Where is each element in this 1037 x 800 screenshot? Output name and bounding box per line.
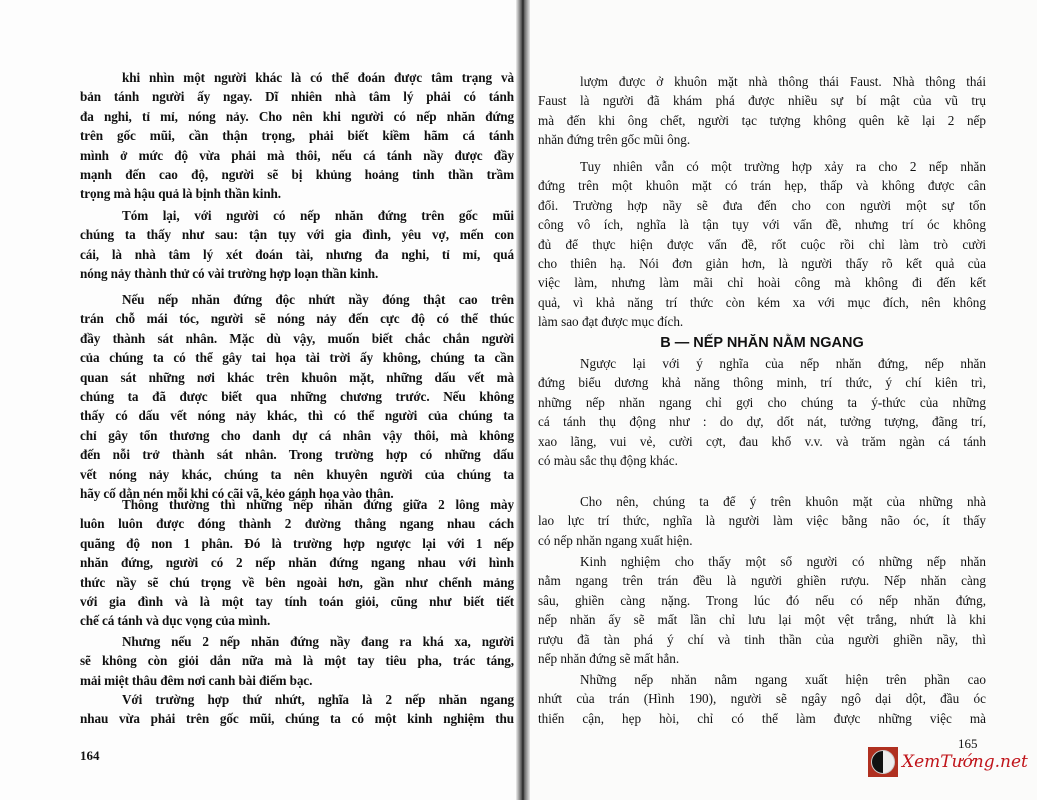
text-line: quan sát những nơi khác trên khuôn mặt, những dấu vết mà xyxy=(80,369,514,385)
paragraph xyxy=(538,670,986,728)
text-line: vết nóng nảy khác, chúng ta nên khuyên người của chúng ta xyxy=(80,466,514,482)
text-line: chỉ gây tổn thương cho danh dự cá nhân vậy thôi, mà không xyxy=(80,427,514,443)
text-line: lao lực trí thức, nghĩa là người làm việc bằng não óc, ít thấy xyxy=(538,513,986,529)
paragraph xyxy=(538,72,986,150)
text-line: của chúng ta có thể gây tai họa tài trời ấy không, chúng ta cần xyxy=(80,350,514,366)
paragraph xyxy=(538,354,986,470)
text-line: quãng độ non 1 phân. Đó là trường hợp ngược lại với 1 nếp xyxy=(80,535,514,551)
text-line: cho thiên hạ. Nói đơn giản hơn, là người thấy rõ kết quả của xyxy=(538,256,986,272)
text-line: chúng ta thấy như sau: tận tụy với gia đình, yêu vợ, mến con xyxy=(80,227,514,243)
text-line: Thông thường thì những nếp nhăn đứng giữa 2 lông mày xyxy=(122,497,514,512)
page-number-right: 165 xyxy=(958,736,978,751)
text-line: nếp nhăn ấy sẽ mất lần chỉ lưu lại một vệt trắng, nhứt là khi xyxy=(538,612,986,628)
paragraph xyxy=(80,632,514,690)
text-line: chúng ta đã được biết qua những chương trước. Nếu không xyxy=(80,389,514,405)
text-line: đứng biểu dương khả năng thông minh, trí thức, ý chí kiên trì, xyxy=(538,375,986,391)
yin-yang-icon xyxy=(868,747,898,777)
text-line: đa nghi, tỉ mỉ, nóng nảy. Cho nên khi người có nếp nhăn đứng xyxy=(80,108,514,124)
text-line: Với trường hợp thứ nhứt, nghĩa là 2 nếp nhăn ngang xyxy=(122,692,514,707)
text-line: có nếp nhăn ngang xuất hiện. xyxy=(538,532,693,548)
text-line: hãy cố dằn nén mỗi khi có cãi vã, kẻo gánh họa vào thân. xyxy=(80,486,394,502)
text-line: sẽ không còn giỏi dắn nữa mà là một tay tiêu pha, trác táng, xyxy=(80,653,514,669)
text-line: mải miệt thâu đêm nơi canh bài điếm bạc. xyxy=(80,672,313,688)
text-line: đứng trên một khuôn mặt có trán hẹp, thấp và không được cân xyxy=(538,178,986,194)
paragraph xyxy=(80,690,514,729)
text-line: nhăn đứng trên gốc mũi ông. xyxy=(538,132,691,148)
paragraph xyxy=(80,290,514,503)
text-line: thức nầy sẽ chú trọng về bên ngoài hơn, gần như chểnh mảng xyxy=(80,574,514,590)
text-line: với gia đình và là một tay tính toán giỏi, cũng như biết tiết xyxy=(80,594,514,610)
text-line: Kinh nghiệm cho thấy một số người có những nếp nhăn xyxy=(580,554,986,569)
text-line: trên gốc mũi, cần thận trọng, phải biết kiềm hãm cá tánh xyxy=(80,128,514,144)
text-line: nếp nhăn đứng sẽ mất hẳn. xyxy=(538,651,680,667)
text-line: đủ để thực hiện được vấn đề, rốt cuộc rồi chỉ làm trò cười xyxy=(538,236,986,252)
text-line: cái, là nhà tâm lý xét đoán tài, nhưng đa nghi, tỉ mỉ, quá xyxy=(80,246,514,262)
text-line: thấy có dấu vết nóng nảy khác, thì có thể người của chúng ta xyxy=(80,408,514,424)
paragraph xyxy=(80,495,514,631)
text-line: công vô ích, nghĩa là tận tụy với vấn đề, nhưng trí óc không xyxy=(538,217,986,233)
text-line: làm sao đạt được mục đích. xyxy=(538,314,684,330)
text-line: Faust là người đã khám phá được nhiều sự bí mật của vũ trụ xyxy=(538,93,986,109)
watermark-text: XemTướng.net xyxy=(902,752,1028,772)
text-line: thiển cận, hẹp hòi, chỉ có thể làm được những việc mà xyxy=(538,710,986,726)
text-line: Những nếp nhăn nằm ngang xuất hiện trên phần cao xyxy=(580,672,986,687)
text-line: nằm ngang trên trán đều là người ghiền rượu. Nếp nhăn càng xyxy=(538,573,986,589)
text-line: trọng mà hậu quả là bịnh thần kinh. xyxy=(80,186,281,202)
paragraph xyxy=(538,492,986,550)
text-line: sâu, ghiền càng nặng. Trong lúc đó nếu có nếp nhăn đứng, xyxy=(538,592,986,608)
text-line: cá tánh thụ động như : do dự, dốt nát, tưởng tượng, đãng trí, xyxy=(538,414,986,430)
page-number-left: 164 xyxy=(80,748,100,763)
text-line: trán chỗ mái tóc, người sẽ nóng nảy đến cực độ có thể thúc xyxy=(80,311,514,327)
text-line: chế cá tánh và dục vọng của mình. xyxy=(80,613,271,629)
text-line: xao lãng, vui vẻ, cười cợt, đau khổ v.v. và trăm ngàn cá tánh xyxy=(538,433,986,449)
watermark-logo xyxy=(868,747,1028,777)
right-page xyxy=(522,0,1037,800)
section-heading: B — NẾP NHĂN NẰM NGANG xyxy=(660,335,864,351)
text-line: bản tánh người ấy ngay. Dĩ nhiên nhà tâm lý phải có tánh xyxy=(80,89,514,105)
text-line: lượm được ở khuôn mặt nhà thông thái Faust. Nhà thông thái xyxy=(580,74,986,89)
text-line: nhăn đứng, người có 2 nếp nhăn đứng ngang nhau với hình xyxy=(80,555,514,571)
text-line: đầy thành sát nhân. Mặc dù vậy, muốn biết chắc chắn người xyxy=(80,330,514,346)
book-gutter xyxy=(516,0,530,800)
text-line: mình ở mức độ vừa phải mà thôi, nếu cá tánh nầy được đầy xyxy=(80,147,514,163)
text-line: Nếu nếp nhăn đứng độc nhứt nầy đóng thật cao trên xyxy=(122,292,514,307)
text-line: khi nhìn một người khác là có thể đoán được tâm trạng và xyxy=(122,70,514,85)
text-line: Tóm lại, với người có nếp nhăn đứng trên gốc mũi xyxy=(122,208,514,223)
paragraph xyxy=(538,552,986,668)
paragraph xyxy=(80,206,514,284)
paragraph xyxy=(80,68,514,204)
text-line: quả, vì khả năng trí thức còn kém xa với mục đích, nên không xyxy=(538,294,986,310)
text-line: Cho nên, chúng ta để ý trên khuôn mặt của những nhà xyxy=(580,494,986,509)
text-line: Ngược lại với ý nghĩa của nếp nhăn đứng, nếp nhăn xyxy=(580,356,986,371)
text-line: đến nỗi trở thành sát nhân. Trong trường hợp có những dấu xyxy=(80,447,514,463)
text-line: mạnh đến cao độ, người sẽ bị khủng hoảng tinh thần trầm xyxy=(80,167,514,183)
text-line: mà đến khi ông chết, người tạc tượng không quên kẽ lại 2 nếp xyxy=(538,112,986,128)
paragraph xyxy=(538,157,986,332)
text-line: có màu sắc thụ động khác. xyxy=(538,453,678,469)
text-line: Nhưng nếu 2 nếp nhăn đứng nầy đang ra khá xa, người xyxy=(122,634,514,649)
text-line: luôn luôn được đóng thành 2 đường thẳng ngang nhau cách xyxy=(80,516,514,532)
text-line: việc làm, nhưng làm mãi chỉ hoài công mà không đi đến kết xyxy=(538,275,986,291)
text-line: nhau vừa phải trên gốc mũi, chúng ta có một kinh nghiệm thu xyxy=(80,711,514,727)
text-line: đối. Trường hợp nầy sẽ đưa đến cho con người một sự tốn xyxy=(538,197,986,213)
text-line: nhứt của trán (Hình 190), người sẽ ngây ngô dại dột, đầu óc xyxy=(538,691,986,707)
text-line: rượu đã tàn phá ý chí và tinh thần của người ghiền nầy, thì xyxy=(538,631,986,647)
text-line: nóng nảy thành thử có vài trường hợp loạn thần kinh. xyxy=(80,266,379,282)
text-line: những nếp nhăn ngang chỉ gợi cho chúng ta ý-thức của những xyxy=(538,394,986,410)
text-line: Tuy nhiên vẫn có một trường hợp xảy ra cho 2 nếp nhăn xyxy=(580,159,986,174)
